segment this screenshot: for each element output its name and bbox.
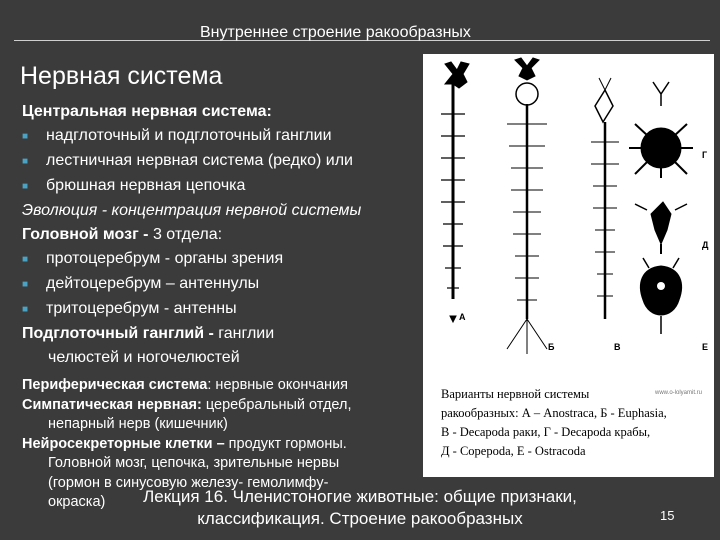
slide-content (22, 100, 432, 513)
sympathetic-system: Симпатическая нервная: церебральный отдел, (22, 396, 352, 413)
brain-item: ■ протоцеребрум - органы зрения (22, 247, 432, 272)
figure-caption: Д - Copepoda, Е - Ostracoda (441, 444, 586, 458)
cns-item: ■ лестничная нервная система (редко) или (22, 149, 432, 174)
subpharyngeal-ganglion: Подглоточный ганглий - ганглии (22, 325, 275, 342)
figure-caption: ракообразных: А – Anostraca, Б - Euphasia, (441, 406, 667, 420)
brain-heading: Головной мозг - 3 отдела: (22, 226, 223, 243)
cns-heading: Центральная нервная система: (22, 103, 272, 120)
figure-caption: В - Decapoda раки, Г - Decapoda крабы, (441, 425, 651, 439)
slide-title: Нервная система (20, 62, 223, 90)
neurosecretory-cells: Нейросекреторные клетки – продукт гормоны. (22, 435, 347, 452)
neurosecretory-cont: (гормон в синусовую железу- гемолимфу- (48, 474, 329, 491)
figure-caption: Варианты нервной системы (441, 387, 590, 401)
lecture-footer (120, 486, 600, 530)
diagram-a (441, 62, 469, 322)
label-a: А (459, 312, 466, 322)
bullet-icon: ■ (22, 181, 29, 192)
footer-line: Лекция 16. Членистоногие животные: общие признаки, (143, 487, 577, 506)
brain-item: ■ тритоцеребрум - антенны (22, 297, 432, 322)
neurosecretory-cont: Головной мозг, цепочка, зрительные нервы (48, 455, 340, 471)
evolution-note: Эволюция - концентрация нервной системы (22, 202, 362, 219)
cns-item: ■ брюшная нервная цепочка (22, 174, 432, 199)
bullet-icon: ■ (22, 254, 29, 265)
bullet-icon: ■ (22, 304, 29, 315)
label-e: Е (702, 342, 709, 352)
bullet-icon: ■ (22, 131, 29, 142)
label-d: Д (702, 240, 709, 250)
diagram-b (507, 58, 547, 354)
subpharyngeal-ganglion-cont: челюстей и ногочелюстей (48, 349, 240, 366)
page-number: 15 (660, 508, 675, 523)
nervous-system-figure (423, 54, 714, 477)
label-v: В (614, 342, 621, 352)
neurosecretory-cont: окраска) (48, 494, 106, 510)
diagram-g (629, 82, 693, 178)
footer-line: классификация. Строение ракообразных (197, 509, 523, 528)
diagram-d (635, 202, 687, 254)
sympathetic-system-cont: непарный нерв (кишечник) (48, 416, 228, 432)
diagram-e (640, 258, 681, 334)
bullet-icon: ■ (22, 156, 29, 167)
label-b: Б (548, 342, 555, 352)
peripheral-system: Периферическая система: нервные окончания (22, 377, 349, 393)
bullet-icon: ■ (22, 279, 29, 290)
diagram-v (591, 78, 619, 319)
slide-header: Внутреннее строение ракообразных (200, 24, 471, 41)
label-g: Г (702, 150, 708, 160)
cns-item: ■ надглоточный и подглоточный ганглии (22, 124, 432, 149)
watermark: www.o-lolyamit.ru (655, 390, 703, 396)
brain-item: ■ дейтоцеребрум – антеннулы (22, 272, 432, 297)
